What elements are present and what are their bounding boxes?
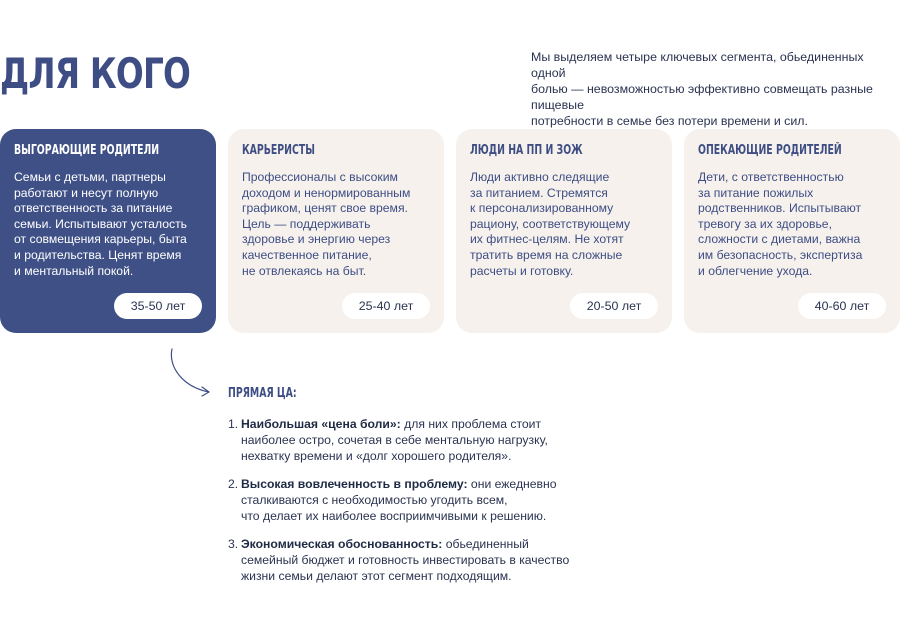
card-line: и облегчение ухода. — [698, 263, 813, 278]
card-line: их фитнес-целям. Не хотят — [470, 232, 624, 247]
card-line: ответственность за питание — [14, 201, 173, 216]
card-line: Дети, с ответственностью — [698, 170, 844, 184]
intro-line: Мы выделяем четыре ключевых сегмента, обьединенных одной — [531, 50, 864, 80]
age-badge: 40-60 лет — [798, 293, 886, 319]
card-line: работают и несут полную — [14, 185, 159, 200]
card-line: здоровье и энергию через — [242, 232, 391, 247]
card-line: тревогу за их здоровье, — [698, 216, 832, 231]
list-line: что делает их наиболее восприимчивыми к решению. — [241, 509, 547, 523]
card-line: сложности с диетами, важна — [698, 232, 861, 247]
card-line: им безопасность, экспертиза — [698, 247, 863, 262]
direct-target-list — [228, 416, 588, 596]
list-first-line — [241, 416, 588, 432]
list-line: нехватку времени и «долг хорошего родителя». — [241, 449, 512, 463]
list-lead: Высокая вовлеченность в проблему: — [241, 477, 468, 491]
age-badge: 35-50 лет — [114, 293, 202, 319]
list-item — [228, 476, 588, 524]
card-line: тратить время на сложные — [470, 247, 623, 262]
card-line: доходом и ненормированным — [242, 185, 411, 200]
card-line: и родительства. Ценят время — [14, 247, 182, 262]
card-line: за питание пожилых — [698, 185, 814, 200]
direct-target-title: ПРЯМАЯ ЦА: — [228, 386, 297, 401]
list-text: обьединенный — [442, 537, 529, 551]
list-number: 3. — [228, 537, 239, 551]
card-title: ВЫГОРАЮЩИЕ РОДИТЕЛИ — [14, 143, 160, 158]
list-number: 1. — [228, 417, 239, 431]
card-text — [698, 170, 890, 279]
list-first-line — [241, 536, 588, 552]
card-title: ЛЮДИ НА ПП И ЗОЖ — [470, 143, 583, 158]
curved-arrow-icon — [165, 345, 215, 397]
card-line: рациону, соответствующему — [470, 216, 631, 231]
list-number: 2. — [228, 477, 239, 491]
card-line: графиком, ценят свое время. — [242, 201, 408, 216]
card-line: и ментальный покой. — [14, 263, 134, 278]
list-text: для них проблема стоит — [400, 417, 542, 431]
page-title: ДЛЯ КОГО — [0, 49, 191, 98]
card-line: не отвлекаясь на быт. — [242, 263, 367, 278]
card-line: Люди активно следящие — [470, 170, 610, 184]
list-item — [228, 536, 588, 584]
card-text — [14, 170, 206, 279]
segment-card-burned-out-parents — [0, 129, 216, 333]
card-line: родственников. Испытывают — [698, 201, 862, 216]
segment-cards — [0, 129, 900, 333]
card-text — [470, 170, 662, 279]
list-lead: Наибольшая «цена боли»: — [241, 417, 401, 431]
card-line: за питанием. Стремятся — [470, 185, 608, 200]
age-badge: 25-40 лет — [342, 293, 430, 319]
card-line: расчеты и готовку. — [470, 263, 574, 278]
list-line: семейный бюджет и готовность инвестировать в качество — [241, 553, 570, 567]
segment-card-healthy-lifestyle — [456, 129, 672, 333]
list-first-line — [241, 476, 588, 492]
segment-card-careerists — [228, 129, 444, 333]
card-text — [242, 170, 434, 279]
card-line: семьи. Испытывают усталость — [14, 216, 188, 231]
card-line: от совмещения карьеры, быта — [14, 232, 187, 247]
list-line: сталкиваются с необходимостью угодить всем, — [241, 493, 508, 507]
card-line: Цель — поддерживать — [242, 216, 371, 231]
card-line: к персонализированному — [470, 201, 614, 216]
card-line: Профессионалы с высоким — [242, 170, 398, 184]
card-title: КАРЬЕРИСТЫ — [242, 143, 315, 158]
list-lead: Экономическая обоснованность: — [241, 537, 443, 551]
intro-line: болью — невозможностью эффективно совмещать разные пищевые — [531, 82, 873, 112]
card-line: Семьи с детьми, партнеры — [14, 170, 166, 184]
intro-text — [531, 49, 891, 129]
list-line: жизни семьи делают этот сегмент подходящим. — [241, 569, 512, 583]
intro-line: потребности в семье без потери времени и сил. — [531, 114, 808, 128]
card-line: качественное питание, — [242, 247, 372, 262]
card-title: ОПЕКАЮЩИЕ РОДИТЕЛЕЙ — [698, 143, 842, 158]
age-badge: 20-50 лет — [570, 293, 658, 319]
segment-card-caring-for-parents — [684, 129, 900, 333]
list-text: они ежедневно — [467, 477, 557, 491]
list-line: наиболее остро, сочетая в себе ментальную нагрузку, — [241, 433, 548, 447]
list-item — [228, 416, 588, 464]
